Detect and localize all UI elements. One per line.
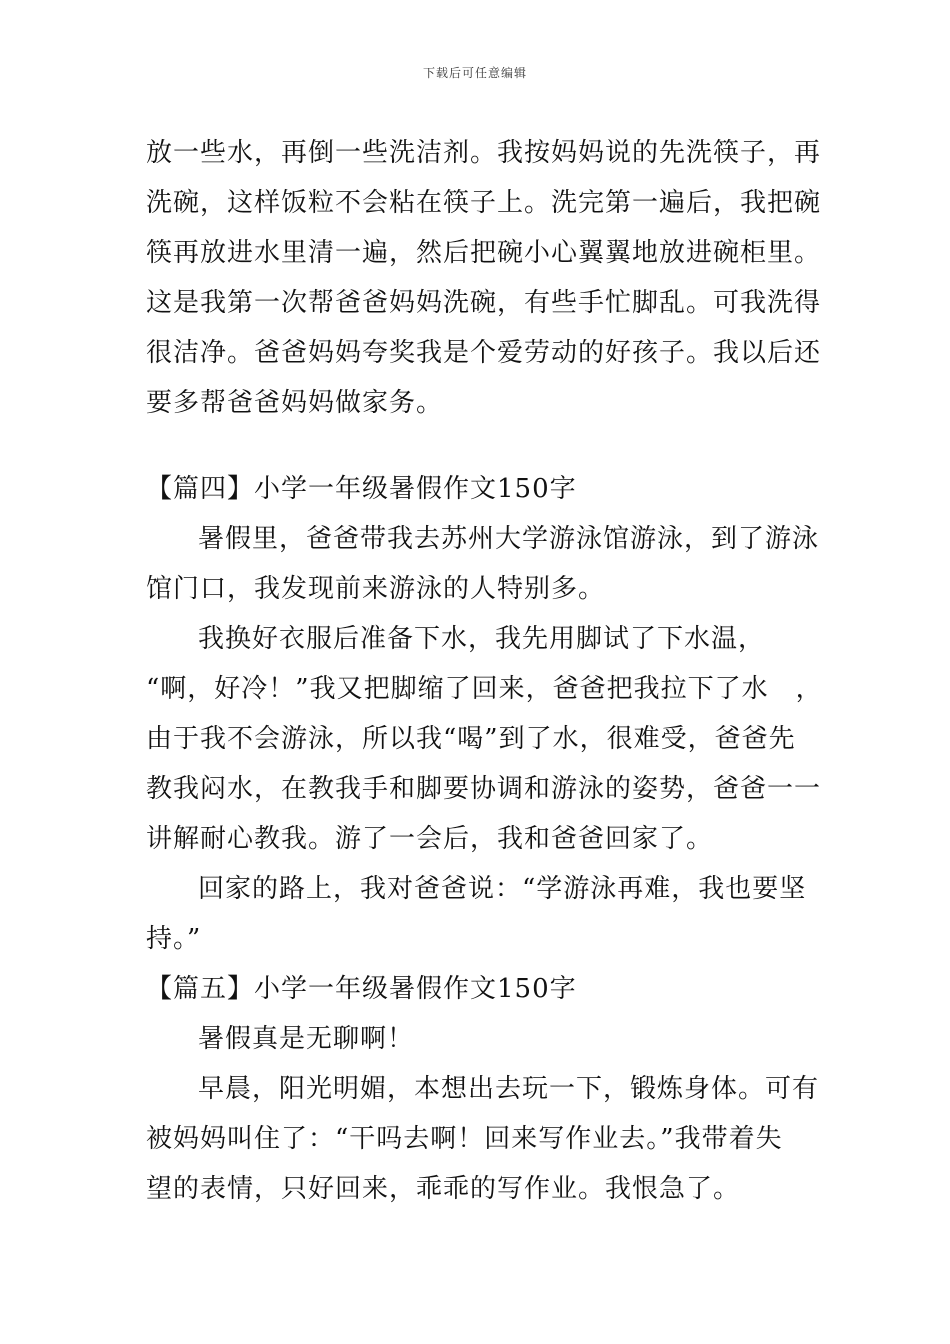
text-line: “啊，好冷！”我又把脚缩了回来，爸爸把我拉下了水 ，	[146, 674, 823, 704]
text-line: 筷再放进水里清一遍，然后把碗小心翼翼地放进碗柜里。	[146, 238, 822, 268]
text-line: 讲解耐心教我。游了一会后，我和爸爸回家了。	[146, 824, 714, 854]
text-line: 放一些水，再倒一些洗洁剂。我按妈妈说的先洗筷子，再	[146, 138, 822, 168]
part5-section	[146, 964, 820, 1214]
text-line: 暑假里，爸爸带我去苏州大学游泳馆游泳，到了游泳	[198, 524, 820, 554]
text-line: 馆门口，我发现前来游泳的人特别多。	[146, 574, 606, 604]
part4-section	[146, 464, 823, 964]
text-line: 要多帮爸爸妈妈做家务。	[146, 388, 444, 418]
text-line: 早晨，阳光明媚，本想出去玩一下，锻炼身体。可有	[198, 1074, 820, 1104]
page-header: 下载后可任意编辑	[422, 66, 527, 80]
text-line: 教我闷水，在教我手和脚要协调和游泳的姿势，爸爸一一	[146, 774, 822, 804]
text-line: 暑假真是无聊啊！	[198, 1024, 415, 1054]
text-line: 被妈妈叫住了：“干吗去啊！回来写作业去。”我带着失	[146, 1124, 783, 1154]
document-body	[146, 128, 823, 1214]
text-line: 很洁净。爸爸妈妈夸奖我是个爱劳动的好孩子。我以后还	[146, 338, 822, 368]
part3-tail-paragraph	[146, 128, 822, 428]
text-line: 我换好衣服后准备下水，我先用脚试了下水温，	[198, 624, 766, 654]
section-gap	[146, 428, 816, 464]
text-line: 洗碗，这样饭粒不会粘在筷子上。洗完第一遍后，我把碗	[146, 188, 822, 218]
section-title: 【篇四】小学一年级暑假作文150字	[146, 474, 577, 504]
text-line: 持。”	[146, 924, 202, 954]
text-line: 回家的路上，我对爸爸说：“学游泳再难，我也要坚	[198, 874, 807, 904]
text-line: 望的表情，只好回来，乖乖的写作业。我恨急了。	[146, 1174, 741, 1204]
section-title: 【篇五】小学一年级暑假作文150字	[146, 974, 577, 1004]
text-line: 由于我不会游泳，所以我“喝”到了水，很难受，爸爸先	[146, 724, 796, 754]
text-line: 这是我第一次帮爸爸妈妈洗碗，有些手忙脚乱。可我洗得	[146, 288, 822, 318]
